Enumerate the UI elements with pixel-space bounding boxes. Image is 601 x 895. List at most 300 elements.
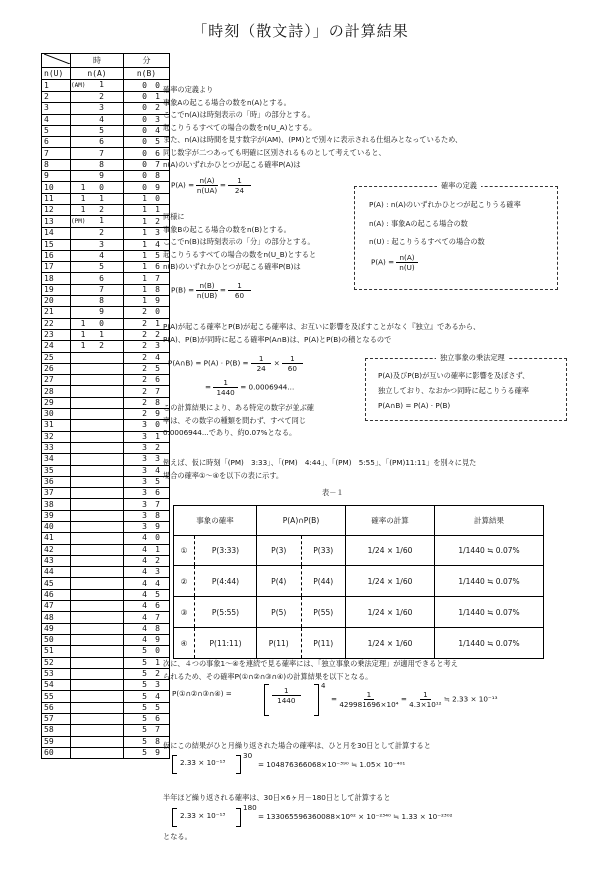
text-line: n(B)のいずれかひとつが起こる確率P(B)は [163, 262, 301, 271]
minute-tens: 4 [142, 556, 147, 566]
cell-nb [124, 634, 170, 645]
table-row [174, 597, 544, 628]
cell-na [71, 216, 124, 228]
text-line: P(A)、P(B)が同時に起こる確率P(A∩B)は、P(A)とP(B)の積となるので [163, 334, 392, 344]
result-value: 1/1440 ≒ 0.07% [435, 597, 544, 628]
cell-na [71, 668, 124, 679]
cell-na [71, 125, 124, 136]
cell-nu: 60 [42, 747, 71, 758]
minute-ones: 9 [155, 182, 160, 192]
cell-nu: 13 [42, 216, 71, 228]
text-line: 同じ数字が二つあっても明確に区別されるものとして考えていると、 [163, 147, 386, 157]
cell-nu: 7 [42, 148, 71, 159]
cell-na [71, 363, 124, 374]
cell-na [71, 171, 124, 182]
minute-ones: 9 [155, 635, 160, 645]
table-row [42, 352, 170, 363]
cell-na [71, 702, 124, 713]
denominator: 24 [256, 364, 266, 373]
box-line: P(A) : n(A)のいずれかひとつが起こりうる確率 [369, 200, 521, 209]
hour-digit: 3 [99, 239, 104, 249]
section-definition-b [163, 211, 316, 274]
cell-nu: 19 [42, 284, 71, 295]
fraction [196, 281, 217, 300]
cell-na [71, 148, 124, 159]
minute-ones: 5 [155, 251, 160, 260]
cell-na [71, 714, 124, 725]
table-row [42, 702, 170, 713]
cell-nu: 15 [42, 239, 71, 250]
numerator: 1 [228, 176, 251, 186]
minute-ones: 2 [155, 443, 160, 453]
denominator: 1440 [277, 696, 296, 705]
fraction [409, 690, 441, 709]
cell-na [71, 725, 124, 736]
table-row [42, 171, 170, 182]
box-title: 確率の定義 [437, 181, 481, 191]
minute-tens: 1 [142, 205, 147, 215]
minute-ones: 2 [155, 330, 160, 340]
cell-na [71, 680, 124, 691]
exponent: 4 [321, 682, 326, 690]
m2-exponent: 180 [243, 803, 257, 812]
table-row [42, 420, 170, 431]
cell-nu: 9 [42, 171, 71, 182]
cell-nu: 24 [42, 341, 71, 352]
cell-nb [124, 375, 170, 386]
minute-ones: 3 [155, 114, 160, 124]
cell-nb [124, 646, 170, 657]
minute-tens: 5 [142, 691, 147, 701]
cell-na [71, 352, 124, 363]
table-row [42, 454, 170, 465]
table-row [42, 680, 170, 691]
bracket-right [236, 755, 241, 774]
hour-digit: 8 [99, 296, 104, 306]
denominator: 24 [234, 186, 245, 195]
box-line: P(A)及びP(B)が互いの確率に影響を及ぼさず、 [378, 371, 530, 380]
minute-tens: 1 [142, 296, 147, 306]
minute-ones: 3 [155, 341, 160, 351]
minute-tens: 1 [142, 284, 147, 294]
table-row [42, 499, 170, 510]
table-row [42, 386, 170, 397]
cell-nu: 39 [42, 510, 71, 521]
denominator: 1440 [216, 388, 235, 397]
calc-value: 1/24 × 1/60 [346, 566, 435, 597]
m2-result: = 133065596360088×10⁶² × 10⁻²³⁴⁰ ≒ 1.33 × 10⁻²³⁰² [258, 812, 453, 821]
table-row [42, 714, 170, 725]
table-row [42, 691, 170, 702]
fraction [213, 378, 238, 397]
pa-value: P(4) [257, 566, 302, 597]
text-line: 事象Bの起こる場合の数をn(B)とする。 [163, 224, 291, 234]
cell-nu: 36 [42, 476, 71, 487]
cell-na [71, 510, 124, 521]
hour-digit: 3 [99, 103, 104, 113]
cell-nb [124, 578, 170, 589]
fraction [196, 176, 217, 195]
minute-tens: 2 [142, 397, 147, 407]
table-row [42, 747, 170, 758]
table-row [42, 273, 170, 284]
pb-value: P(11) [301, 628, 346, 659]
cell-nb [124, 555, 170, 566]
minute-ones: 2 [155, 668, 160, 678]
th-calc: 確率の計算 [346, 506, 435, 536]
hour-prefix: 1 [80, 193, 86, 203]
minute-tens: 5 [142, 657, 147, 667]
cell-nu: 29 [42, 397, 71, 408]
cell-na [71, 284, 124, 295]
cell-nu: 56 [42, 702, 71, 713]
minute-tens: 0 [142, 103, 147, 113]
minute-tens: 0 [142, 126, 147, 136]
bracket-left [172, 808, 177, 827]
table-caption: 表－１ [322, 488, 344, 497]
cell-nu: 3 [42, 103, 71, 114]
cell-na [71, 329, 124, 340]
cell-nb [124, 533, 170, 544]
minute-ones: 0 [155, 80, 160, 90]
formula-pab [168, 354, 303, 373]
minute-ones: 6 [155, 375, 160, 385]
minute-tens: 1 [142, 228, 147, 238]
hour-digit: 1 [99, 193, 104, 203]
numerator: 1 [364, 690, 375, 700]
cell-nu: 8 [42, 159, 71, 170]
text-line: P(A)が起こる確率とP(B)が起こる確率は、お互いに影響を及ぼすことがなく『独立』であるから、 [163, 322, 481, 331]
cell-na [71, 137, 124, 148]
result-value: 1/1440 ≒ 0.07% [435, 628, 544, 659]
box-line: n(A) : 事象Aの起こる場合の数 [369, 219, 468, 228]
cell-nb [124, 623, 170, 634]
cell-na [71, 747, 124, 758]
cell-nb [124, 307, 170, 318]
th-event: 事象の確率 [174, 506, 257, 536]
cell-na [71, 578, 124, 589]
minute-ones: 2 [155, 103, 160, 113]
pa-value: P(11) [257, 628, 302, 659]
hour-digit: 5 [99, 262, 104, 272]
cell-nb [124, 714, 170, 725]
minute-ones: 4 [155, 465, 160, 475]
table-row [42, 736, 170, 747]
minute-ones: 4 [155, 126, 160, 136]
minute-ones: 9 [155, 296, 160, 306]
pab-lhs: P(A∩B) [168, 358, 194, 368]
cell-na [71, 193, 124, 204]
table-row [42, 544, 170, 555]
minute-ones: 6 [155, 148, 160, 158]
table-row [42, 296, 170, 307]
text-line: ここでn(B)は時刻表示の「分」の部分とする。 [163, 237, 315, 246]
hour-digit: 2 [99, 341, 104, 351]
minute-tens: 4 [142, 635, 147, 645]
minute-ones: 7 [155, 725, 160, 735]
numerator: 1 [282, 354, 303, 364]
cell-na [71, 409, 124, 420]
times-sign: × [273, 358, 280, 368]
table-row [42, 476, 170, 487]
cell-nb [124, 182, 170, 193]
cell-na [71, 318, 124, 329]
table-row [42, 204, 170, 215]
hour-digit: 0 [99, 318, 104, 328]
equals: = [400, 694, 407, 704]
table-row [42, 329, 170, 340]
minute-ones: 7 [155, 159, 160, 169]
minute-tens: 5 [142, 668, 147, 678]
minute-tens: 3 [142, 522, 147, 532]
table-row [42, 657, 170, 668]
cell-na [71, 341, 124, 352]
table-row [42, 409, 170, 420]
hour-digit: 1 [99, 216, 104, 226]
table-row [42, 488, 170, 499]
minute-tens: 1 [142, 273, 147, 283]
cell-nu: 51 [42, 646, 71, 657]
hour-prefix: 1 [80, 318, 86, 328]
table-row [42, 567, 170, 578]
event-prob: P(3:33) [195, 536, 257, 566]
hour-digit: 1 [99, 80, 104, 89]
page-title: 「時刻（散文詩）」の計算結果 [192, 22, 409, 40]
cell-na [71, 476, 124, 487]
calc-value: 1/24 × 1/60 [346, 628, 435, 659]
hour-digit: 2 [99, 92, 104, 102]
cell-na [71, 397, 124, 408]
minute-tens: 3 [142, 431, 147, 441]
minute-tens: 3 [142, 510, 147, 520]
minute-ones: 8 [155, 171, 160, 181]
cell-na [71, 307, 124, 318]
cell-nb [124, 567, 170, 578]
cell-nu: 25 [42, 352, 71, 363]
text-line: n(A)のいずれかひとつが起こる確率P(A)は [163, 160, 301, 169]
minute-tens: 1 [142, 193, 147, 203]
cell-nu: 34 [42, 454, 71, 465]
result-value: 1/1440 ≒ 0.07% [435, 566, 544, 597]
minute-ones: 7 [155, 273, 160, 283]
minute-ones: 1 [155, 205, 160, 215]
minute-tens: 2 [142, 318, 147, 328]
cell-na [71, 646, 124, 657]
table-row [42, 284, 170, 295]
cell-nu: 37 [42, 488, 71, 499]
cell-nb [124, 442, 170, 453]
minute-tens: 5 [142, 702, 147, 712]
bracket-right [314, 684, 319, 716]
header-nu: n(U) [42, 68, 71, 80]
hour-digit: 2 [99, 205, 104, 215]
minute-tens: 4 [142, 623, 147, 633]
table-row [42, 114, 170, 125]
cell-nu: 44 [42, 567, 71, 578]
minute-tens: 0 [142, 159, 147, 169]
cell-nu: 50 [42, 634, 71, 645]
cell-nb [124, 702, 170, 713]
cell-na [71, 465, 124, 476]
minute-ones: 8 [155, 284, 160, 294]
text-line: 率は、その数字の種類を問わず、すべて同じ [163, 415, 307, 425]
table-row [42, 103, 170, 114]
numerator: 1 [251, 354, 272, 364]
cell-nu: 23 [42, 329, 71, 340]
cell-nb [124, 510, 170, 521]
event-number: ④ [174, 628, 195, 659]
table-row [42, 646, 170, 657]
cell-nu: 27 [42, 375, 71, 386]
cell-nu: 30 [42, 409, 71, 420]
minute-tens: 0 [142, 92, 147, 102]
multiplication-theorem-box [365, 353, 567, 421]
hour-digit: 7 [99, 148, 104, 158]
minute-tens: 3 [142, 454, 147, 464]
cell-nu: 41 [42, 533, 71, 544]
box-title: 独立事象の乗法定理 [436, 353, 509, 363]
table-row [42, 725, 170, 736]
hour-digit: 9 [99, 171, 104, 181]
table-row [42, 533, 170, 544]
time-table [41, 53, 170, 759]
pa-value: P(5) [257, 597, 302, 628]
formula-lhs: P(A) = [371, 257, 395, 267]
cell-nb [124, 499, 170, 510]
cell-nb [124, 352, 170, 363]
minute-tens: 0 [142, 80, 147, 90]
minute-ones: 7 [155, 386, 160, 396]
cell-nu: 28 [42, 386, 71, 397]
minute-ones: 0 [155, 193, 160, 203]
cell-na [71, 114, 124, 125]
pb-value: P(33) [301, 536, 346, 566]
cell-nu: 14 [42, 228, 71, 239]
box-line: n(U) : 起こりうるすべての場合の数 [369, 237, 485, 246]
text-line: また、n(A)は時間を見す数字が(AM)、(PM)とで別々に表示される仕組みとなっているため、 [163, 135, 463, 144]
text-line: 事象Aの起こる場合の数をn(A)とする。 [163, 97, 291, 107]
hour-digit: 2 [99, 228, 104, 238]
table-row [42, 92, 170, 103]
hour-prefix: 1 [80, 341, 86, 351]
minute-tens: 4 [142, 601, 147, 611]
cell-na [71, 454, 124, 465]
minute-tens: 2 [142, 409, 147, 419]
minute-ones: 9 [155, 522, 160, 532]
bracket-left [172, 755, 177, 774]
text-line: 起こりうるすべての場合の数をn(U_B)とすると [163, 249, 317, 259]
minute-ones: 1 [155, 544, 160, 554]
cell-nb [124, 544, 170, 555]
numerator: 1 [272, 686, 301, 696]
m2-base: 2.33 × 10⁻¹³ [180, 811, 226, 820]
minute-tens: 2 [142, 363, 147, 373]
cell-na [71, 204, 124, 215]
cell-na [71, 612, 124, 623]
table-row [42, 307, 170, 318]
cell-na [71, 567, 124, 578]
table-row [42, 80, 170, 92]
numerator: n(A) [396, 253, 417, 263]
text-line: 場合の確率①～④を以下の表に示す。 [163, 470, 284, 480]
table-row [42, 341, 170, 352]
minute-ones: 5 [155, 137, 160, 147]
minute-tens: 2 [142, 330, 147, 340]
hour-digit: 1 [99, 330, 104, 340]
text-line: 0.0006944...であり、約0.07%となる。 [163, 428, 297, 437]
minute-tens: 0 [142, 148, 147, 158]
cell-nu: 43 [42, 555, 71, 566]
minute-tens: 3 [142, 499, 147, 509]
equals: = [219, 180, 226, 190]
event-prob: P(11:11) [195, 628, 257, 659]
table-row [42, 159, 170, 170]
minute-ones: 0 [155, 307, 160, 317]
fraction [396, 253, 417, 272]
cell-na [71, 420, 124, 431]
cell-nb [124, 296, 170, 307]
table-row [42, 397, 170, 408]
minute-ones: 0 [155, 420, 160, 430]
box-formula [371, 253, 418, 272]
minute-tens: 2 [142, 341, 147, 351]
numerator: n(A) [196, 176, 217, 186]
minute-ones: 3 [155, 228, 160, 238]
result-value: = 0.0006944... [240, 382, 295, 392]
cell-nu: 58 [42, 725, 71, 736]
cell-nu: 10 [42, 182, 71, 193]
table-row [42, 612, 170, 623]
minute-tens: 4 [142, 533, 147, 543]
table-row [42, 431, 170, 442]
pb-lhs: P(B) = [171, 285, 195, 295]
minute-tens: 1 [142, 251, 147, 260]
table-row [42, 137, 170, 148]
text-line: ここでn(A)は時刻表示の「時」の部分とする。 [163, 110, 315, 119]
cell-nu: 57 [42, 714, 71, 725]
minute-ones: 1 [155, 431, 160, 441]
section-consecutive [163, 658, 458, 683]
table-row [42, 216, 170, 228]
p4-rest [331, 690, 497, 709]
cell-nu: 35 [42, 465, 71, 476]
event-prob: P(5:55) [195, 597, 257, 628]
minute-tens: 3 [142, 420, 147, 430]
fraction [272, 686, 301, 705]
cell-nu: 49 [42, 623, 71, 634]
cell-na [71, 657, 124, 668]
cell-nu: 48 [42, 612, 71, 623]
table-row [42, 125, 170, 136]
cell-nu: 12 [42, 204, 71, 215]
minute-ones: 9 [155, 409, 160, 419]
minute-tens: 5 [142, 748, 147, 758]
minute-ones: 3 [155, 567, 160, 577]
minute-tens: 5 [142, 725, 147, 735]
cell-na [71, 533, 124, 544]
cell-nu: 2 [42, 92, 71, 103]
minute-tens: 2 [142, 307, 147, 317]
cell-na [71, 262, 124, 273]
minute-tens: 0 [142, 114, 147, 124]
denominator: n(UB) [196, 291, 218, 300]
hour-digit: 7 [99, 284, 104, 294]
minute-tens: 1 [142, 262, 147, 272]
equals: = [219, 285, 226, 295]
p4-fraction [272, 686, 301, 705]
cell-nu: 42 [42, 544, 71, 555]
table-row [42, 228, 170, 239]
